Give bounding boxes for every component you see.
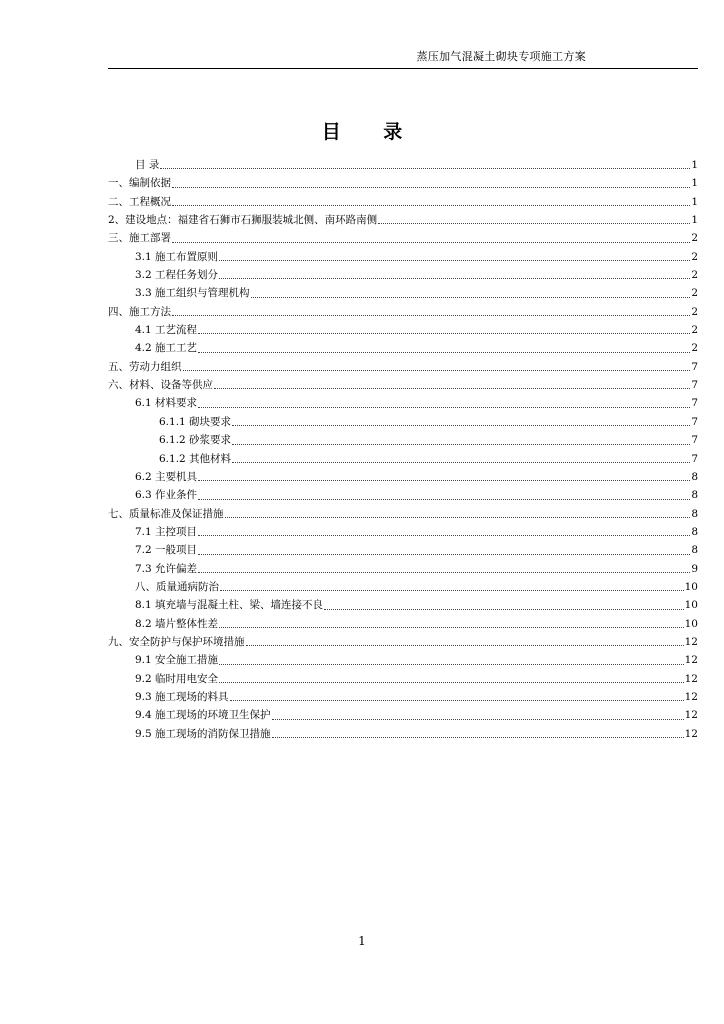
toc-entry-title: 七、质量标准及保证措施 bbox=[108, 507, 224, 520]
toc-entry-title: 6.3 作业条件 bbox=[135, 489, 198, 502]
toc-entry[interactable] bbox=[108, 523, 698, 541]
toc-entry[interactable] bbox=[108, 339, 698, 357]
toc-leader-dots bbox=[172, 314, 690, 316]
toc-leader-dots bbox=[225, 516, 691, 518]
toc-entry-page: 7 bbox=[691, 452, 698, 465]
toc-entry-title: 7.1 主控项目 bbox=[135, 525, 198, 538]
toc-entry[interactable] bbox=[108, 284, 698, 302]
toc-entry-page: 10 bbox=[684, 580, 698, 593]
toc-leader-dots bbox=[198, 479, 690, 481]
toc-leader-dots bbox=[230, 699, 684, 701]
toc-entry-page: 2 bbox=[691, 287, 698, 300]
toc-entry-page: 2 bbox=[691, 232, 698, 245]
toc-entry-title: 九、安全防护与保护环境措施 bbox=[108, 635, 245, 648]
toc-entry[interactable] bbox=[108, 211, 698, 229]
toc-entry[interactable] bbox=[108, 633, 698, 651]
toc-entry[interactable] bbox=[108, 413, 698, 431]
toc-entry-title: 9.5 施工现场的消防保卫措施 bbox=[135, 727, 271, 740]
toc-leader-dots bbox=[219, 626, 684, 628]
toc-entry[interactable] bbox=[108, 541, 698, 559]
toc-entry[interactable] bbox=[108, 615, 698, 633]
toc-leader-dots bbox=[172, 241, 690, 243]
toc-entry-page: 1 bbox=[691, 177, 698, 190]
toc-leader-dots bbox=[214, 387, 690, 389]
toc-entry-title: 目 录 bbox=[135, 159, 160, 171]
toc-entry[interactable] bbox=[108, 303, 698, 321]
toc-leader-dots bbox=[198, 571, 690, 573]
toc-entry[interactable] bbox=[108, 505, 698, 523]
toc-entry-title: 二、工程概况 bbox=[108, 195, 171, 208]
toc-entry-page: 7 bbox=[691, 379, 698, 392]
toc-entry-page: 8 bbox=[691, 489, 698, 502]
toc-entry[interactable] bbox=[108, 174, 698, 192]
toc-leader-dots bbox=[219, 277, 690, 279]
toc-entry-page: 12 bbox=[684, 727, 698, 740]
toc-entry[interactable] bbox=[108, 706, 698, 724]
page-number: 1 bbox=[358, 934, 366, 948]
toc-entry-title: 6.1.2 其他材料 bbox=[159, 452, 232, 465]
toc-entry-title: 8.2 墙片整体性差 bbox=[135, 617, 219, 630]
toc-entry-page: 8 bbox=[691, 525, 698, 538]
toc-leader-dots bbox=[183, 369, 691, 371]
toc-entry-title: 9.1 安全施工措施 bbox=[135, 654, 219, 667]
toc-entry[interactable] bbox=[108, 468, 698, 486]
toc-entry[interactable] bbox=[108, 578, 698, 596]
toc-entry-page: 1 bbox=[691, 195, 698, 208]
table-of-contents bbox=[108, 156, 698, 743]
toc-entry[interactable] bbox=[108, 193, 698, 211]
toc-leader-dots bbox=[232, 461, 690, 463]
toc-entry[interactable] bbox=[108, 560, 698, 578]
toc-entry[interactable] bbox=[108, 156, 698, 174]
page-header bbox=[108, 46, 698, 69]
toc-entry-page: 2 bbox=[691, 250, 698, 263]
toc-entry-title: 7.2 一般项目 bbox=[135, 544, 198, 557]
toc-leader-dots bbox=[219, 663, 684, 665]
toc-entry-page: 8 bbox=[691, 544, 698, 557]
toc-entry-page: 1 bbox=[691, 214, 698, 227]
toc-leader-dots bbox=[198, 351, 690, 353]
toc-entry-page: 2 bbox=[691, 342, 698, 355]
toc-entry-title: 3.1 施工布置原则 bbox=[135, 250, 219, 263]
toc-entry-page: 12 bbox=[684, 690, 698, 703]
toc-leader-dots bbox=[219, 681, 684, 683]
toc-entry[interactable] bbox=[108, 229, 698, 247]
toc-entry[interactable] bbox=[108, 431, 698, 449]
toc-leader-dots bbox=[232, 424, 690, 426]
toc-entry-title: 8.1 填充墙与混凝土柱、梁、墙连接不良 bbox=[135, 599, 324, 612]
toc-entry-title: 4.2 施工工艺 bbox=[135, 342, 198, 355]
toc-entry-title: 3.3 施工组织与管理机构 bbox=[135, 287, 250, 300]
toc-entry[interactable] bbox=[108, 688, 698, 706]
toc-entry-title: 6.2 主要机具 bbox=[135, 470, 198, 483]
toc-leader-dots bbox=[232, 443, 690, 445]
toc-entry-page: 8 bbox=[691, 507, 698, 520]
toc-entry-page: 12 bbox=[684, 672, 698, 685]
toc-leader-dots bbox=[378, 222, 690, 224]
toc-leader-dots bbox=[198, 332, 690, 334]
toc-entry[interactable] bbox=[108, 725, 698, 743]
toc-title: 目 录 bbox=[321, 121, 421, 143]
toc-entry-title: 4.1 工艺流程 bbox=[135, 324, 198, 337]
toc-entry-page: 12 bbox=[684, 635, 698, 648]
toc-entry-title: 6.1.1 砌块要求 bbox=[159, 415, 232, 428]
toc-entry-title: 五、劳动力组织 bbox=[108, 360, 182, 373]
toc-entry-title: 四、施工方法 bbox=[108, 305, 171, 318]
toc-leader-dots bbox=[198, 498, 690, 500]
toc-entry[interactable] bbox=[108, 651, 698, 669]
toc-entry-title: 6.1.2 砂浆要求 bbox=[159, 434, 232, 447]
toc-entry[interactable] bbox=[108, 486, 698, 504]
toc-entry-title: 9.4 施工现场的环境卫生保护 bbox=[135, 709, 271, 722]
toc-entry-page: 10 bbox=[684, 599, 698, 612]
toc-entry[interactable] bbox=[108, 394, 698, 412]
toc-entry-page: 2 bbox=[691, 305, 698, 318]
toc-entry-page: 8 bbox=[691, 470, 698, 483]
toc-leader-dots bbox=[219, 259, 690, 261]
toc-entry-title: 六、材料、设备等供应 bbox=[108, 379, 213, 392]
toc-entry-page: 2 bbox=[691, 269, 698, 282]
toc-leader-dots bbox=[272, 718, 684, 720]
toc-entry-title: 7.3 允许偏差 bbox=[135, 562, 198, 575]
toc-leader-dots bbox=[198, 553, 690, 555]
toc-entry-page: 7 bbox=[691, 434, 698, 447]
toc-entry[interactable] bbox=[108, 358, 698, 376]
toc-leader-dots bbox=[324, 608, 684, 610]
toc-leader-dots bbox=[172, 204, 690, 206]
toc-entry-title: 3.2 工程任务划分 bbox=[135, 269, 219, 282]
toc-entry[interactable] bbox=[108, 321, 698, 339]
toc-entry-page: 12 bbox=[684, 709, 698, 722]
toc-entry-page: 12 bbox=[684, 654, 698, 667]
toc-entry-page: 10 bbox=[684, 617, 698, 630]
toc-leader-dots bbox=[246, 644, 684, 646]
toc-leader-dots bbox=[198, 406, 690, 408]
toc-entry-page: 1 bbox=[691, 159, 698, 171]
toc-leader-dots bbox=[251, 296, 691, 298]
toc-entry-title: 2、建设地点：福建省石狮市石狮服装城北侧、南环路南侧 bbox=[108, 214, 378, 227]
toc-leader-dots bbox=[198, 534, 690, 536]
header-title: 蒸压加气混凝土砌块专项施工方案 bbox=[416, 50, 586, 63]
toc-entry[interactable] bbox=[108, 596, 698, 614]
toc-entry-page: 7 bbox=[691, 360, 698, 373]
toc-entry[interactable] bbox=[108, 248, 698, 266]
toc-entry[interactable] bbox=[108, 376, 698, 394]
toc-leader-dots bbox=[172, 186, 690, 188]
toc-leader-dots bbox=[220, 589, 684, 591]
toc-entry[interactable] bbox=[108, 266, 698, 284]
toc-entry-title: 八、质量通病防治 bbox=[135, 580, 219, 593]
toc-entry-page: 7 bbox=[691, 415, 698, 428]
toc-leader-dots bbox=[160, 167, 690, 169]
toc-entry-title: 9.2 临时用电安全 bbox=[135, 672, 219, 685]
toc-entry-page: 2 bbox=[691, 324, 698, 337]
toc-entry-title: 三、施工部署 bbox=[108, 232, 171, 245]
toc-entry[interactable] bbox=[108, 450, 698, 468]
toc-leader-dots bbox=[272, 736, 684, 738]
toc-entry[interactable] bbox=[108, 670, 698, 688]
toc-entry-title: 一、编制依据 bbox=[108, 177, 171, 190]
toc-entry-page: 7 bbox=[691, 397, 698, 410]
toc-entry-title: 6.1 材料要求 bbox=[135, 397, 198, 410]
toc-entry-title: 9.3 施工现场的料具 bbox=[135, 690, 229, 703]
toc-entry-page: 9 bbox=[691, 562, 698, 575]
